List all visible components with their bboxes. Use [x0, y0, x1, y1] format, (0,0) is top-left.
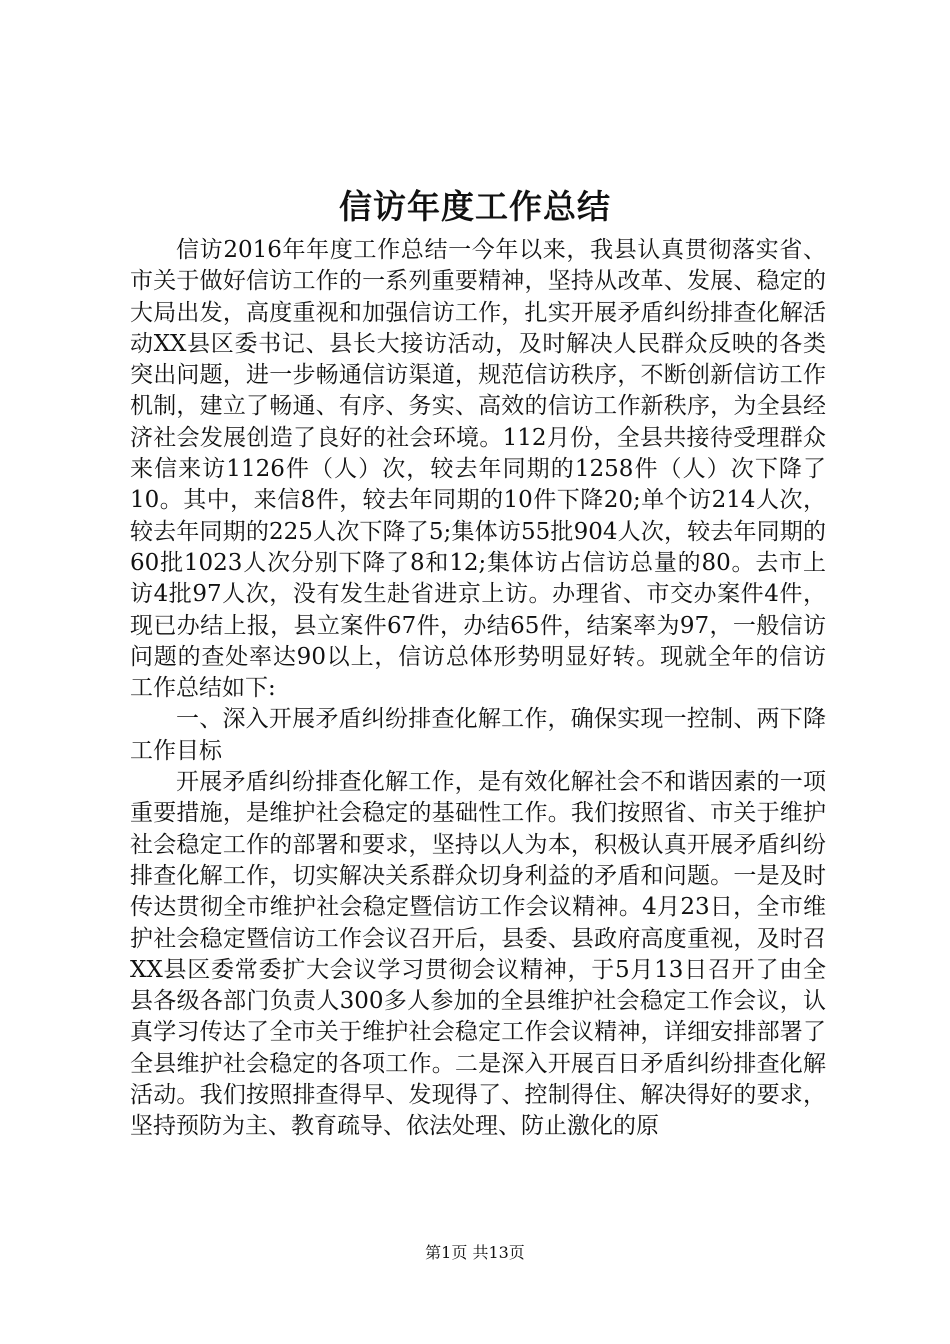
document-body — [130, 235, 826, 1143]
document-title: 信访年度工作总结 — [339, 187, 611, 226]
section-heading-1: 一、深入开展矛盾纠纷排查化解工作，确保实现一控制、两下降工作目标 — [130, 706, 826, 764]
paragraph-section-1: 开展矛盾纠纷排查化解工作，是有效化解社会不和谐因素的一项重要措施，是维护社会稳定的基础性工作。我们按照省、市关于维护社会稳定工作的部署和要求，坚持以人为本，积极认真开展矛盾纠纷排查化解工作，切实解决关系群众切身利益的矛盾和问题。一是及时传达贯彻全市维护社会稳定暨信访工作会议精神。4月23日，全市维护社会稳定暨信访工作会议召开后，县委、县政府高度重视，及时召XX县区委常委扩大会议学习贯彻会议精神，于5月13日召开了由全县各级各部门负责人300多人参加的全县维护社会稳定工作会议，认真学习传达了全市关于维护社会稳定工作会议精神，详细安排部署了全县维护社会稳定的各项工作。二是深入开展百日矛盾纠纷排查化解活动。我们按照排查得早、发现得了、控制得住、解决得好的要求，坚持预防为主、教育疏导、依法处理、防止激化的原 — [130, 769, 826, 1140]
paragraph-intro: 信访2016年年度工作总结一今年以来，我县认真贯彻落实省、市关于做好信访工作的一系列重要精神，坚持从改革、发展、稳定的大局出发，高度重视和加强信访工作，扎实开展矛盾纠纷排查化解活动XX县区委书记、县长大接访活动，及时解决人民群众反映的各类突出问题，进一步畅通信访渠道，规范信访秩序，不断创新信访工作机制，建立了畅通、有序、务实、高效的信访工作新秩序，为全县经济社会发展创造了良好的社会环境。112月份，全县共接待受理群众来信来访1126件（人）次，较去年同期的1258件（人）次下降了10。其中，来信8件，较去年同期的10件下降20;单个访214人次，较去年同期的225人次下降了5;集体访55批904人次，较去年同期的60批1023人次分别下降了8和12;集体访占信访总量的80。去市上访4批97人次，没有发生赴省进京上访。办理省、市交办案件4件，现已办结上报，县立案件67件，办结65件，结案率为97，一般信访问题的查处率达90以上，信访总体形势明显好转。现就全年的信访工作总结如下: — [130, 237, 826, 702]
page-number-footer: 第1页 共13页 — [425, 1243, 525, 1262]
